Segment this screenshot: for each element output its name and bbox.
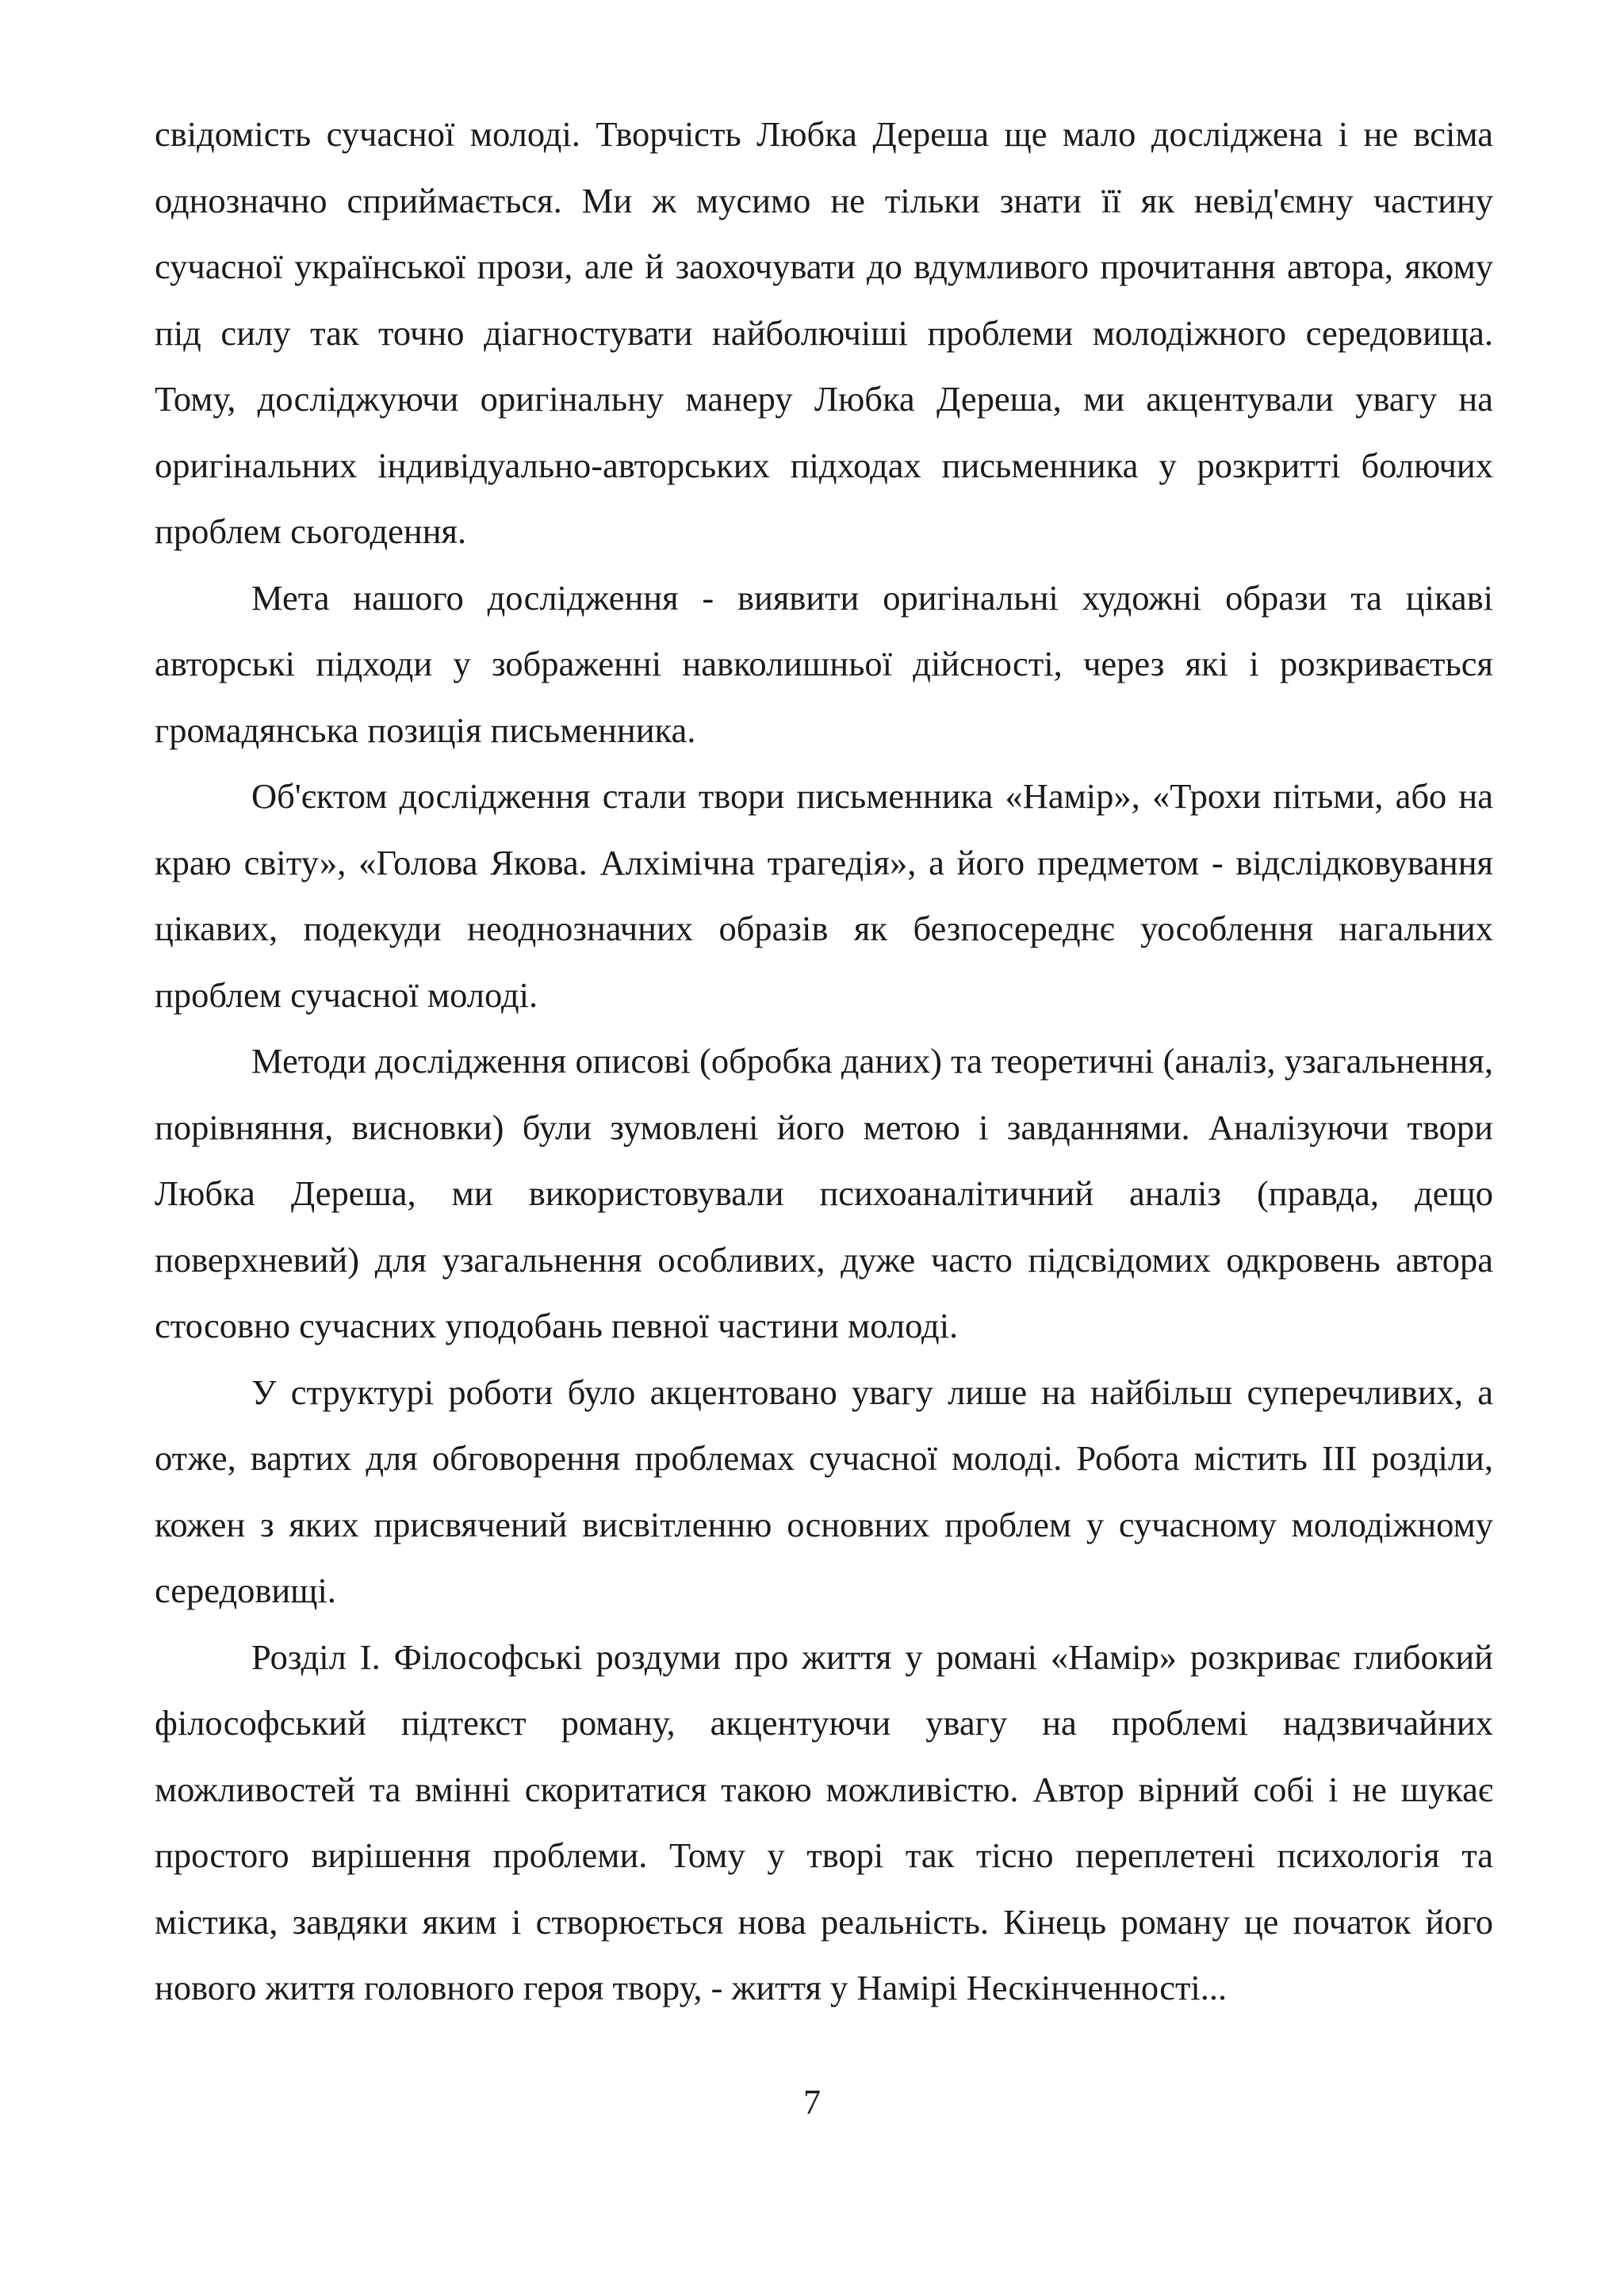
paragraph-continuation: свідомість сучасної молоді. Творчість Любка Дереша ще мало досліджена і не всіма однозначно сприймається. Ми ж мусимо не тільки знати її як невід'ємну частину сучасної української прози, але й заохочувати до вдумливого прочитання автора, якому під силу так точно діагностувати найболючіші проблеми молодіжного середовища. Тому, досліджуючи оригінальну манеру Любка Дереша, ми акцентували увагу на оригінальних індивідуально-авторських підходах письменника у розкритті болючих проблем сьогодення. <box>155 114 1493 551</box>
paragraph-work-structure: У структурі роботи було акцентовано увагу лише на найбільш суперечливих, а отже, вартих для обговорення проблемах сучасної молоді. Робота містить III розділи, кожен з яких присвячений висвітленню основних проблем у сучасному молодіжному середовищі. <box>155 1372 1493 1610</box>
paragraph-research-object: Об'єктом дослідження стали твори письменника «Намір», «Трохи пітьми, або на краю світу», «Голова Якова. Алхімічна трагедія», а його предметом - відслідковування цікавих, подекуди неоднозначних образів як безпосереднє уособлення нагальних проблем сучасної молоді. <box>155 776 1493 1015</box>
paragraph-research-methods: Методи дослідження описові (обробка даних) та теоретичні (аналіз, узагальнення, порівняння, висновки) були зумовлені його метою і завданнями. Аналізуючи твори Любка Дереша, ми використовували психоаналітичний аналіз (правда, дещо поверхневий) для узагальнення особливих, дуже часто підсвідомих одкровень автора стосовно сучасних уподобань певної частини молоді. <box>155 1041 1493 1345</box>
document-page <box>155 101 1493 2022</box>
paragraph-chapter-one: Розділ І. Філософські роздуми про життя у романі «Намір» розкриває глибокий філософський підтекст роману, акцентуючи увагу на проблемі надзвичайних можливостей та вмінні скоритатися такою можливістю. Автор вірний собі і не шукає простого вирішення проблеми. Тому у творі так тісно переплетені психологія та містика, завдяки яким і створюється нова реальність. Кінець роману це початок його нового життя головного героя твору, - життя у Намірі Нескінченності... <box>155 1636 1493 2007</box>
paragraph-research-goal: Мета нашого дослідження - виявити оригінальні художні образи та цікаві авторські підходи у зображенні навколишньої дійсності, через які і розкривається громадянська позиція письменника. <box>155 577 1493 750</box>
page-number: 7 <box>803 2083 821 2122</box>
